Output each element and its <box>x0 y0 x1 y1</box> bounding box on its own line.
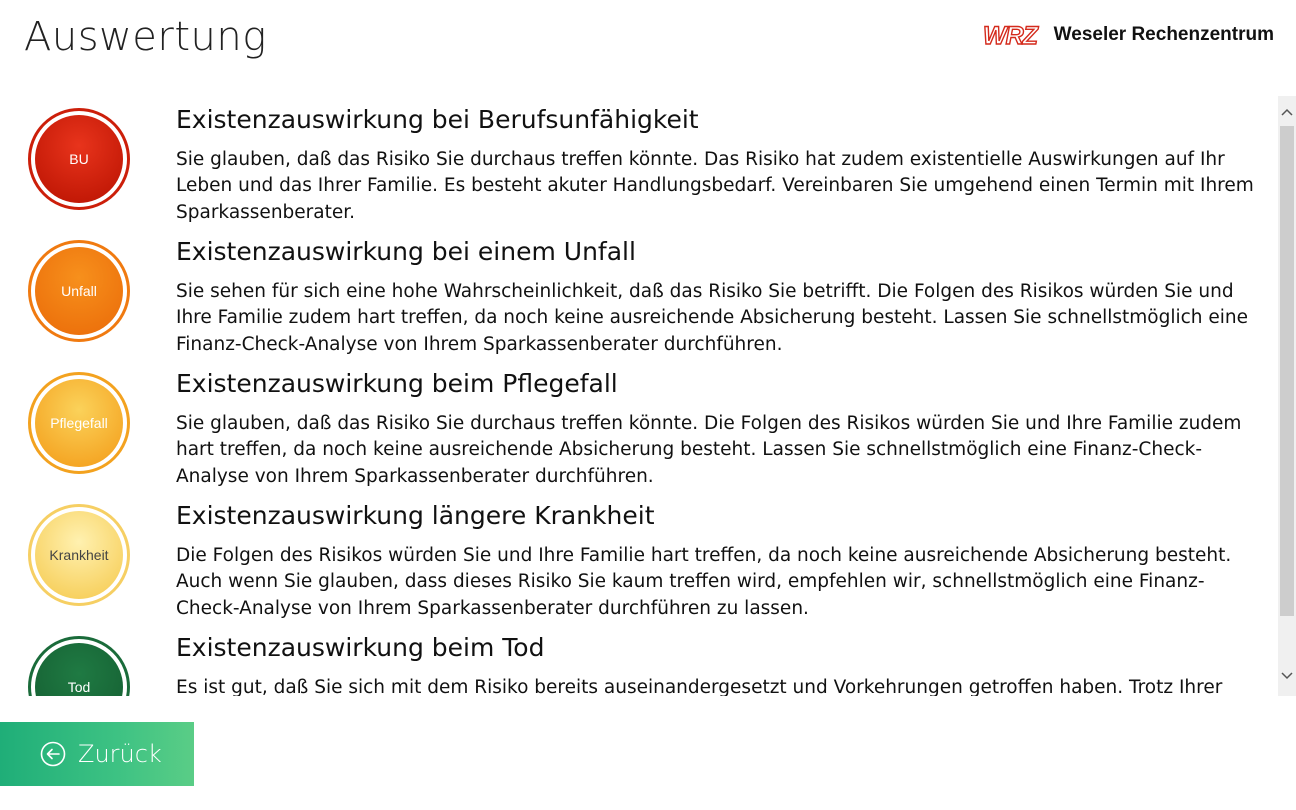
wrz-logo <box>982 22 1046 48</box>
item-heading: Existenzauswirkung bei einem Unfall <box>176 237 636 266</box>
risk-badge-unfall <box>28 240 130 342</box>
vertical-scrollbar[interactable] <box>1278 96 1296 696</box>
svg-text:WRZ: WRZ <box>982 22 1037 48</box>
scroll-down-icon[interactable] <box>1278 666 1296 686</box>
item-heading: Existenzauswirkung längere Krankheit <box>176 501 655 530</box>
item-text: Sie sehen für sich eine hohe Wahrscheinlichkeit, daß das Risiko Sie betrifft. Die Folgen des Risikos würden Sie und Ihre Familie zudem hart treffen, da noch keine ausreichende Absicherung besteht. Lassen Sie schnellstmöglich eine Finanz-Check-Analyse von Ihrem Sparkassenberater durchführen. <box>176 281 1249 355</box>
risk-badge-label: Krankheit <box>35 511 123 599</box>
back-button-label: Zurück <box>78 740 162 768</box>
brand <box>982 22 1274 48</box>
back-button[interactable] <box>0 722 194 786</box>
scroll-thumb[interactable] <box>1280 126 1294 616</box>
risk-badge-label: BU <box>35 115 123 203</box>
risk-badge-label: Pflegefall <box>35 379 123 467</box>
risk-badge-krankheit <box>28 504 130 606</box>
scroll-up-icon[interactable] <box>1278 102 1296 122</box>
brand-name: Weseler Rechenzentrum <box>1053 24 1274 45</box>
item-text: Es ist gut, daß Sie sich mit dem Risiko bereits auseinandergesetzt und Vorkehrungen getroffen haben. Trotz Ihrer <box>176 677 1223 696</box>
risk-badge-label: Unfall <box>35 247 123 335</box>
risk-badge-tod <box>28 636 130 696</box>
item-heading: Existenzauswirkung beim Pflegefall <box>176 369 618 398</box>
risk-badge-pflegefall <box>28 372 130 474</box>
page-title: Auswertung <box>24 14 267 60</box>
item-text: Sie glauben, daß das Risiko Sie durchaus treffen könnte. Die Folgen des Risikos würden Sie und Ihre Familie zudem hart treffen, da noch keine ausreichende Absicherung besteht. Lassen Sie schnellstmöglich eine Finanz-Check-Analyse von Ihrem Sparkassenberater durchführen. <box>176 413 1242 487</box>
item-text: Sie glauben, daß das Risiko Sie durchaus treffen könnte. Das Risiko hat zudem existentielle Auswirkungen auf Ihr Leben und das Ihrer Familie. Es besteht akuter Handlungsbedarf. Vereinbaren Sie umgehend einen Termin mit Ihrem Sparkassenberater. <box>176 149 1254 223</box>
result-list[interactable] <box>0 96 1278 696</box>
item-heading: Existenzauswirkung beim Tod <box>176 633 545 662</box>
item-heading: Existenzauswirkung bei Berufsunfähigkeit <box>176 105 699 134</box>
risk-badge-label: Tod <box>35 643 123 696</box>
item-text: Die Folgen des Risikos würden Sie und Ihre Familie hart treffen, da noch keine ausreichende Absicherung besteht. Auch wenn Sie glauben, dass dieses Risiko Sie kaum treffen wird, empfehlen wir, schnellstmöglich eine Finanz-Check-Analyse von Ihrem Sparkassenberater durchführen zu lassen. <box>176 545 1232 619</box>
arrow-left-circle-icon <box>40 741 66 767</box>
risk-badge-bu <box>28 108 130 210</box>
